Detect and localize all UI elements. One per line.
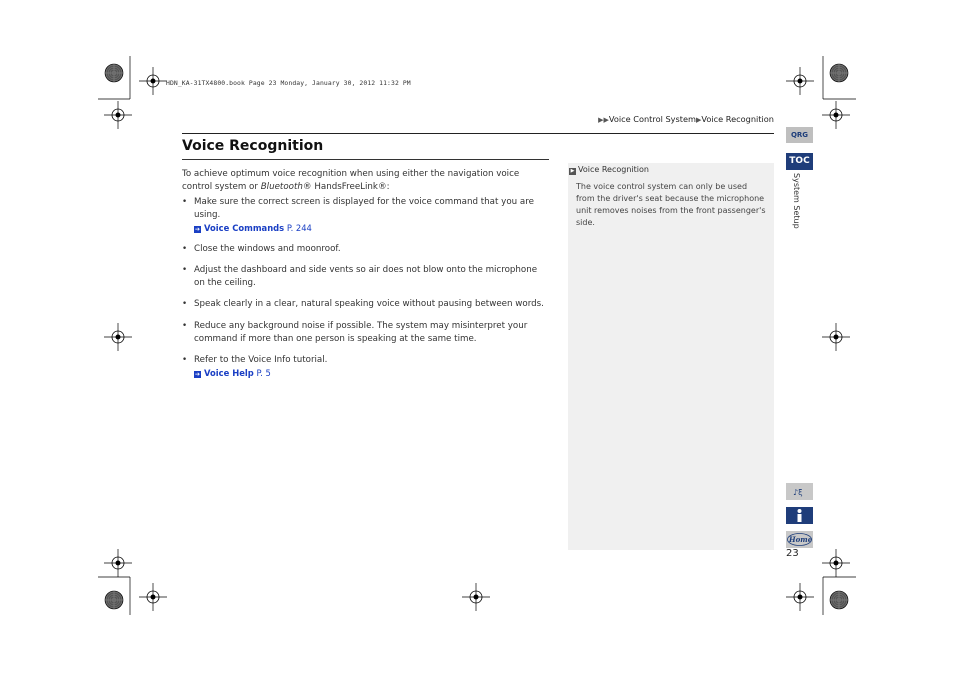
bullet-text: Adjust the dashboard and side vents so air does not blow onto the microphone on the ceiling. (194, 265, 538, 288)
info-icon (786, 507, 813, 524)
bullet-text: Refer to the Voice Info tutorial. (194, 355, 328, 365)
crosshair-mark (104, 101, 132, 129)
top-rule (182, 133, 774, 134)
sidebar-body: The voice control system can only be used from the driver's seat because the microphone unit removes noises from the front passenger's side. (576, 182, 766, 227)
svg-text:♪ξ: ♪ξ (793, 488, 803, 497)
toc-button[interactable]: TOC (786, 153, 813, 170)
bullet-dot: • (182, 244, 188, 254)
print-header: HDN_KA-31TX4800.book Page 23 Monday, January 30, 2012 11:32 PM (166, 79, 411, 87)
sidebar-heading-text: Voice Recognition (578, 165, 649, 174)
breadcrumb-item-voice-control-system[interactable]: Voice Control System (608, 114, 696, 124)
registration-target (830, 64, 848, 82)
crosshair-mark (139, 67, 167, 95)
crosshair-mark (822, 323, 850, 351)
crosshair-mark (822, 101, 850, 129)
bullet-item (182, 264, 548, 290)
voice-index-icon (786, 483, 813, 500)
bullet-item (182, 354, 548, 380)
intro-text: To achieve optimum voice recognition when using either the navigation voice control system or (182, 169, 520, 192)
crosshair-mark (786, 583, 814, 611)
sidebar-heading (569, 165, 649, 175)
intro-italic: Bluetooth (260, 182, 303, 192)
xref-label: Voice Commands (204, 223, 285, 233)
registration-target (105, 64, 123, 82)
bullet-item (182, 320, 548, 346)
crosshair-mark (104, 549, 132, 577)
breadcrumb (598, 114, 774, 124)
section-label: System Setup (792, 173, 801, 229)
breadcrumb-item-voice-recognition[interactable]: Voice Recognition (701, 114, 774, 124)
breadcrumb-arrows-icon: ▶▶ (598, 116, 609, 124)
bullet-item (182, 196, 548, 235)
home-button[interactable] (786, 531, 813, 548)
bullet-text: Speak clearly in a clear, natural speaking voice without pausing between words. (194, 299, 544, 309)
xref-voice-commands-link[interactable] (194, 222, 548, 235)
xref-arrow-icon: ➔ (194, 371, 201, 378)
bullet-dot: • (182, 265, 188, 275)
svg-text:Home: Home (789, 535, 813, 544)
intro-paragraph (182, 168, 542, 194)
bullet-text: Close the windows and moonroof. (194, 244, 341, 254)
crosshair-mark (786, 67, 814, 95)
page-title: Voice Recognition (182, 138, 324, 154)
info-button[interactable] (786, 507, 813, 524)
xref-page: P. 244 (286, 223, 312, 233)
bullet-text: Reduce any background noise if possible. The system may misinterpret your command if more than one person is speaking at the same time. (194, 321, 528, 344)
xref-page: P. 5 (256, 368, 271, 378)
qrg-button[interactable]: QRG (786, 127, 813, 143)
xref-voice-help-link[interactable] (194, 367, 548, 380)
crosshair-mark (104, 323, 132, 351)
crosshair-mark (462, 583, 490, 611)
bullet-text: Make sure the correct screen is displayed for the voice command that you are using. (194, 197, 534, 220)
title-rule (182, 159, 549, 160)
breadcrumb-arrow-icon: ▶ (696, 116, 702, 124)
bullet-dot: • (182, 197, 188, 207)
crosshair-mark (139, 583, 167, 611)
bullet-dot: • (182, 355, 188, 365)
registration-target (105, 591, 123, 609)
intro-text-end: ® HandsFreeLink®: (302, 182, 390, 192)
crosshair-mark (822, 549, 850, 577)
note-marker-icon: ▶ (570, 168, 575, 174)
bullet-item (182, 243, 548, 256)
xref-arrow-icon: ➔ (194, 226, 201, 233)
page-number: 23 (786, 548, 799, 559)
registration-target (830, 591, 848, 609)
bullet-dot: • (182, 321, 188, 331)
bullet-dot: • (182, 299, 188, 309)
home-icon (786, 531, 813, 548)
bullet-item (182, 298, 548, 311)
xref-label: Voice Help (204, 368, 254, 378)
voice-command-index-button[interactable] (786, 483, 813, 500)
